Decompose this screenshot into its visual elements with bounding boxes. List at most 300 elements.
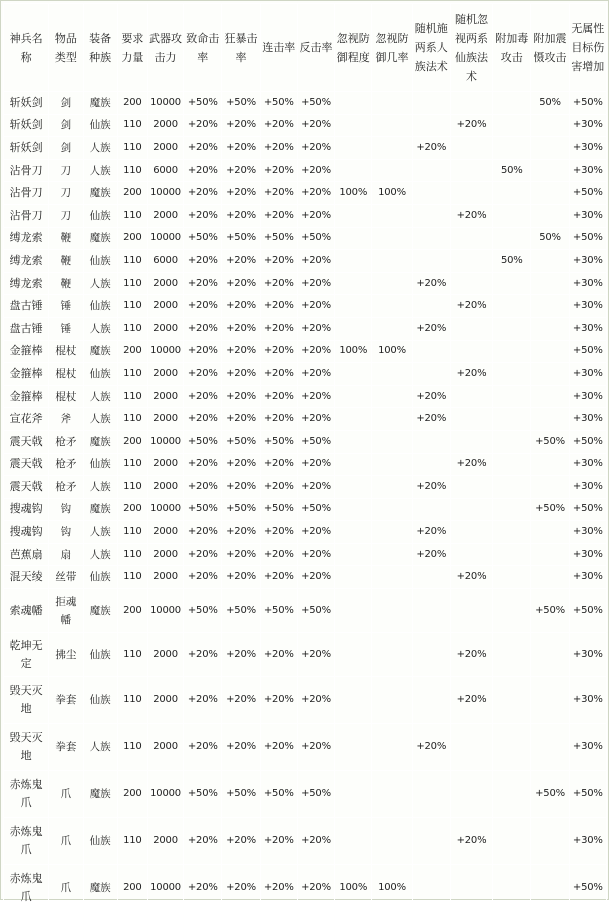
table-cell: +20%	[222, 865, 260, 912]
table-cell	[372, 771, 412, 818]
table-cell: +50%	[569, 589, 606, 633]
table-cell: 剑	[49, 114, 83, 137]
table-cell: 110	[117, 137, 147, 160]
table-cell: 200	[117, 340, 147, 363]
table-cell	[372, 295, 412, 318]
col-header: 连击率	[260, 4, 297, 92]
table-cell: 110	[117, 453, 147, 476]
table-row	[4, 272, 607, 295]
table-cell: +50%	[569, 92, 606, 115]
table-cell: 2000	[147, 272, 183, 295]
table-cell: 110	[117, 476, 147, 499]
table-cell	[493, 498, 531, 521]
table-cell	[493, 385, 531, 408]
table-cell: +30%	[569, 566, 606, 589]
table-cell: 110	[117, 159, 147, 182]
table-cell	[412, 295, 450, 318]
table-cell: 50%	[493, 250, 531, 273]
table-cell: +30%	[569, 137, 606, 160]
table-cell	[450, 92, 492, 115]
table-cell	[335, 272, 372, 295]
table-cell: 钩	[49, 521, 83, 544]
table-cell: +20%	[222, 543, 260, 566]
table-row	[4, 566, 607, 589]
table-cell	[372, 385, 412, 408]
table-cell: +20%	[184, 114, 222, 137]
table-cell: +30%	[569, 114, 606, 137]
weapon-name-cell: 金箍棒	[4, 385, 49, 408]
table-cell: +20%	[260, 182, 297, 205]
table-cell	[412, 430, 450, 453]
table-cell: 10000	[147, 430, 183, 453]
table-cell	[335, 295, 372, 318]
table-cell	[335, 818, 372, 865]
weapon-name-cell: 盘古锤	[4, 317, 49, 340]
table-cell: +30%	[569, 677, 606, 724]
col-header: 忽视防御程度	[335, 4, 372, 92]
table-cell: +20%	[412, 724, 450, 771]
weapon-name-cell: 搜魂钩	[4, 498, 49, 521]
table-cell	[412, 363, 450, 386]
table-cell	[335, 521, 372, 544]
table-row	[4, 476, 607, 499]
table-cell	[493, 724, 531, 771]
table-cell: +20%	[260, 295, 297, 318]
table-cell	[372, 408, 412, 431]
table-cell	[372, 363, 412, 386]
weapon-name-cell: 震天戟	[4, 476, 49, 499]
table-cell: +20%	[260, 385, 297, 408]
table-cell	[372, 92, 412, 115]
weapon-name-cell: 斩妖剑	[4, 137, 49, 160]
table-cell: +30%	[569, 476, 606, 499]
table-cell: +20%	[184, 272, 222, 295]
table-cell	[372, 589, 412, 633]
table-cell: +50%	[184, 498, 222, 521]
table-cell: +20%	[222, 633, 260, 677]
table-cell: +20%	[297, 204, 334, 227]
table-cell: +50%	[260, 430, 297, 453]
table-cell	[450, 430, 492, 453]
table-cell: +50%	[297, 498, 334, 521]
table-cell: +50%	[184, 227, 222, 250]
col-header: 要求力量	[117, 4, 147, 92]
table-cell: 拳套	[49, 724, 83, 771]
col-header: 狂暴击率	[222, 4, 260, 92]
table-cell	[493, 566, 531, 589]
table-cell	[372, 818, 412, 865]
table-cell: +20%	[450, 566, 492, 589]
table-cell	[531, 566, 569, 589]
table-cell: 魔族	[83, 227, 117, 250]
table-cell	[493, 137, 531, 160]
table-cell	[372, 272, 412, 295]
table-cell	[493, 818, 531, 865]
table-row	[4, 724, 607, 771]
table-cell	[493, 677, 531, 724]
table-cell	[450, 250, 492, 273]
table-cell: 钩	[49, 498, 83, 521]
table-cell: +50%	[260, 92, 297, 115]
table-row	[4, 317, 607, 340]
table-cell: +50%	[297, 92, 334, 115]
table-cell: +20%	[222, 521, 260, 544]
table-cell: +20%	[184, 363, 222, 386]
table-cell: +20%	[222, 137, 260, 160]
table-cell: +20%	[450, 114, 492, 137]
table-cell: 鞭	[49, 227, 83, 250]
table-cell: +20%	[260, 677, 297, 724]
table-cell	[372, 159, 412, 182]
weapon-name-cell: 沾骨刀	[4, 182, 49, 205]
table-cell: 丝带	[49, 566, 83, 589]
table-cell: 魔族	[83, 865, 117, 912]
header-row	[4, 4, 607, 92]
table-cell: 人族	[83, 159, 117, 182]
table-cell: 110	[117, 677, 147, 724]
table-cell	[450, 771, 492, 818]
table-cell: +20%	[450, 204, 492, 227]
table-cell: +20%	[184, 159, 222, 182]
table-cell	[412, 114, 450, 137]
table-cell: 2000	[147, 633, 183, 677]
col-header: 附加震慑攻击	[531, 4, 569, 92]
table-row	[4, 521, 607, 544]
weapon-name-cell: 索魂幡	[4, 589, 49, 633]
table-cell: 人族	[83, 724, 117, 771]
table-row	[4, 771, 607, 818]
table-cell: 仙族	[83, 818, 117, 865]
col-header: 武器攻击力	[147, 4, 183, 92]
table-cell: 200	[117, 589, 147, 633]
table-cell: 仙族	[83, 295, 117, 318]
table-cell	[450, 476, 492, 499]
table-cell: 200	[117, 865, 147, 912]
table-cell: +20%	[297, 137, 334, 160]
table-cell	[335, 250, 372, 273]
table-cell: +20%	[222, 159, 260, 182]
weapon-name-cell: 赤炼鬼爪	[4, 818, 49, 865]
table-cell: 110	[117, 272, 147, 295]
table-cell	[531, 865, 569, 912]
table-cell: +50%	[260, 771, 297, 818]
table-cell: +20%	[297, 677, 334, 724]
table-cell: +20%	[222, 818, 260, 865]
table-cell	[412, 589, 450, 633]
table-cell: 仙族	[83, 566, 117, 589]
col-header: 忽视防御几率	[372, 4, 412, 92]
table-cell: 魔族	[83, 92, 117, 115]
table-cell: +30%	[569, 250, 606, 273]
table-cell	[493, 589, 531, 633]
table-cell: 2000	[147, 363, 183, 386]
weapon-name-cell: 缚龙索	[4, 227, 49, 250]
table-cell	[531, 137, 569, 160]
table-cell: +50%	[297, 771, 334, 818]
table-cell: 枪矛	[49, 453, 83, 476]
table-row	[4, 633, 607, 677]
table-row	[4, 385, 607, 408]
table-cell: +20%	[222, 114, 260, 137]
table-cell	[335, 476, 372, 499]
table-cell: 锤	[49, 295, 83, 318]
col-header: 装备种族	[83, 4, 117, 92]
table-cell	[531, 340, 569, 363]
table-cell	[450, 589, 492, 633]
table-cell: +20%	[184, 250, 222, 273]
table-row	[4, 159, 607, 182]
table-cell: 110	[117, 250, 147, 273]
table-row	[4, 818, 607, 865]
table-cell: 仙族	[83, 250, 117, 273]
table-cell: 枪矛	[49, 430, 83, 453]
table-row	[4, 498, 607, 521]
weapon-name-cell: 毁天灭地	[4, 724, 49, 771]
table-cell: +20%	[412, 385, 450, 408]
table-cell	[335, 137, 372, 160]
table-cell: +20%	[184, 137, 222, 160]
table-cell	[493, 453, 531, 476]
table-cell: 人族	[83, 476, 117, 499]
table-cell: +30%	[569, 521, 606, 544]
table-cell: +20%	[297, 724, 334, 771]
table-cell: 2000	[147, 295, 183, 318]
table-cell	[335, 677, 372, 724]
table-cell: 2000	[147, 543, 183, 566]
table-cell	[531, 543, 569, 566]
table-cell: +20%	[412, 476, 450, 499]
table-cell	[372, 430, 412, 453]
table-cell: +20%	[184, 865, 222, 912]
table-cell	[531, 317, 569, 340]
table-cell: +20%	[297, 114, 334, 137]
table-cell	[493, 476, 531, 499]
table-cell	[412, 771, 450, 818]
table-row	[4, 543, 607, 566]
table-cell: +20%	[260, 521, 297, 544]
table-cell: +20%	[260, 317, 297, 340]
table-cell	[412, 227, 450, 250]
table-cell	[531, 159, 569, 182]
table-cell: +20%	[184, 182, 222, 205]
table-cell: +50%	[531, 430, 569, 453]
table-cell: +20%	[260, 250, 297, 273]
table-cell: +20%	[412, 408, 450, 431]
table-cell: 魔族	[83, 498, 117, 521]
table-cell	[531, 453, 569, 476]
table-cell: +50%	[260, 227, 297, 250]
table-cell	[335, 771, 372, 818]
table-cell: 2000	[147, 453, 183, 476]
table-cell: +20%	[184, 317, 222, 340]
table-cell	[493, 204, 531, 227]
weapon-name-cell: 乾坤无定	[4, 633, 49, 677]
table-body	[4, 92, 607, 912]
table-cell: 棍杖	[49, 363, 83, 386]
table-cell	[493, 543, 531, 566]
table-cell	[493, 227, 531, 250]
table-cell	[493, 430, 531, 453]
table-cell: 2000	[147, 385, 183, 408]
table-cell: +20%	[297, 543, 334, 566]
weapon-name-cell: 震天戟	[4, 453, 49, 476]
table-cell: 仙族	[83, 204, 117, 227]
table-cell: +20%	[222, 182, 260, 205]
table-cell: +30%	[569, 385, 606, 408]
table-cell	[412, 250, 450, 273]
table-cell: +20%	[450, 818, 492, 865]
table-cell: 110	[117, 317, 147, 340]
table-cell: 200	[117, 771, 147, 818]
table-cell	[450, 137, 492, 160]
table-cell: 锤	[49, 317, 83, 340]
table-cell	[531, 677, 569, 724]
table-cell: 2000	[147, 677, 183, 724]
table-cell: +20%	[412, 272, 450, 295]
table-cell: 仙族	[83, 114, 117, 137]
table-cell: +20%	[184, 543, 222, 566]
table-cell: 110	[117, 408, 147, 431]
table-cell: +50%	[222, 430, 260, 453]
table-cell: 魔族	[83, 589, 117, 633]
table-row	[4, 430, 607, 453]
table-cell	[531, 818, 569, 865]
table-cell: +20%	[222, 453, 260, 476]
table-cell: +20%	[297, 566, 334, 589]
table-cell: +20%	[222, 317, 260, 340]
table-cell	[412, 677, 450, 724]
table-cell: 10000	[147, 865, 183, 912]
table-cell	[493, 317, 531, 340]
table-cell: +20%	[222, 340, 260, 363]
table-cell: +20%	[260, 159, 297, 182]
table-cell: 100%	[335, 340, 372, 363]
table-cell: 110	[117, 295, 147, 318]
table-cell: +20%	[260, 818, 297, 865]
table-cell	[450, 865, 492, 912]
table-cell	[531, 114, 569, 137]
table-cell	[531, 476, 569, 499]
table-cell: 10000	[147, 92, 183, 115]
table-cell: 2000	[147, 521, 183, 544]
table-cell	[493, 363, 531, 386]
table-cell	[412, 204, 450, 227]
table-cell: +50%	[222, 498, 260, 521]
table-cell: 人族	[83, 521, 117, 544]
table-cell	[372, 453, 412, 476]
table-cell: +20%	[260, 476, 297, 499]
table-cell: 仙族	[83, 633, 117, 677]
table-cell: 2000	[147, 317, 183, 340]
table-cell: +50%	[569, 498, 606, 521]
table-cell: 110	[117, 566, 147, 589]
table-cell: +20%	[222, 724, 260, 771]
table-cell: +20%	[260, 566, 297, 589]
table-cell: +30%	[569, 317, 606, 340]
table-cell	[450, 408, 492, 431]
table-cell: +30%	[569, 272, 606, 295]
table-cell	[412, 92, 450, 115]
table-cell: +50%	[260, 589, 297, 633]
table-cell: +30%	[569, 543, 606, 566]
table-cell: +20%	[412, 137, 450, 160]
table-cell	[412, 818, 450, 865]
table-cell: 魔族	[83, 182, 117, 205]
table-cell: +20%	[260, 204, 297, 227]
table-cell: +30%	[569, 633, 606, 677]
table-cell: 扇	[49, 543, 83, 566]
col-header: 物品类型	[49, 4, 83, 92]
table-cell	[372, 317, 412, 340]
table-cell: +20%	[297, 865, 334, 912]
table-cell: +20%	[222, 476, 260, 499]
table-cell	[335, 589, 372, 633]
table-cell	[335, 543, 372, 566]
table-cell: 100%	[335, 865, 372, 912]
table-cell: +20%	[184, 633, 222, 677]
table-cell	[531, 182, 569, 205]
table-cell	[493, 182, 531, 205]
table-cell	[412, 453, 450, 476]
table-cell: 人族	[83, 408, 117, 431]
table-cell	[450, 317, 492, 340]
table-cell: 魔族	[83, 430, 117, 453]
table-row	[4, 295, 607, 318]
table-cell	[372, 521, 412, 544]
table-cell	[335, 204, 372, 227]
table-cell: 拂尘	[49, 633, 83, 677]
table-cell	[372, 498, 412, 521]
table-cell: 2000	[147, 566, 183, 589]
table-cell: 10000	[147, 771, 183, 818]
table-cell: 10000	[147, 340, 183, 363]
table-cell	[450, 498, 492, 521]
table-cell: 2000	[147, 408, 183, 431]
table-cell	[335, 114, 372, 137]
weapon-name-cell: 金箍棒	[4, 340, 49, 363]
table-cell	[372, 204, 412, 227]
table-cell: +20%	[297, 272, 334, 295]
weapon-name-cell: 沾骨刀	[4, 204, 49, 227]
table-cell	[372, 227, 412, 250]
table-cell	[412, 865, 450, 912]
table-cell: +30%	[569, 724, 606, 771]
table-cell: +20%	[297, 317, 334, 340]
table-cell: 110	[117, 633, 147, 677]
table-cell: +20%	[297, 159, 334, 182]
table-cell: +20%	[260, 363, 297, 386]
table-cell	[493, 521, 531, 544]
table-cell	[493, 295, 531, 318]
table-cell: 50%	[493, 159, 531, 182]
table-cell: +20%	[450, 295, 492, 318]
table-cell: 10000	[147, 182, 183, 205]
table-cell: +30%	[569, 363, 606, 386]
table-cell: +20%	[222, 204, 260, 227]
table-cell: 100%	[372, 182, 412, 205]
table-cell: +20%	[184, 295, 222, 318]
table-cell: 2000	[147, 724, 183, 771]
table-cell: +50%	[222, 227, 260, 250]
table-cell: +20%	[222, 363, 260, 386]
table-cell: 200	[117, 182, 147, 205]
table-cell: 爪	[49, 771, 83, 818]
table-cell	[335, 453, 372, 476]
table-cell	[335, 227, 372, 250]
table-cell	[531, 521, 569, 544]
table-cell: +20%	[297, 182, 334, 205]
table-cell	[372, 250, 412, 273]
